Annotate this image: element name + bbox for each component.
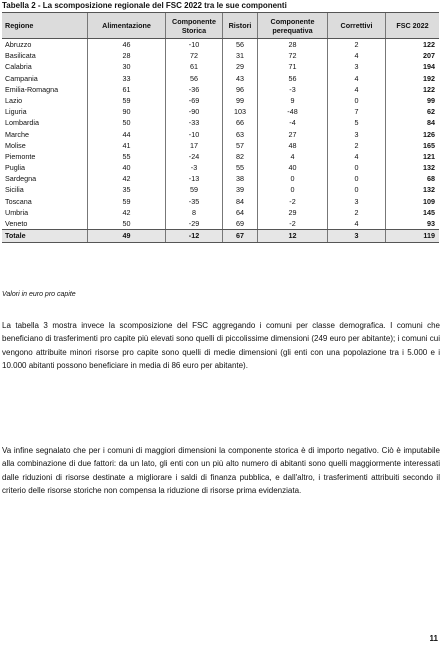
value-cell: 61 (87, 84, 165, 95)
region-cell: Toscana (5, 196, 32, 206)
value-cell: 35 (87, 184, 165, 195)
value-cell: 71 (257, 61, 327, 72)
value-cell: 132 (385, 162, 439, 173)
value-cell: 42 (87, 207, 165, 218)
value-cell: 27 (257, 129, 327, 140)
value-cell: 99 (385, 95, 439, 106)
value-cell: 194 (385, 61, 439, 72)
column-header: FSC 2022 (385, 13, 439, 38)
value-cell: 56 (165, 73, 222, 84)
value-cell: 41 (87, 140, 165, 151)
value-cell: 5 (327, 117, 385, 128)
value-cell: 33 (87, 73, 165, 84)
value-cell: 50 (87, 117, 165, 128)
value-cell: -2 (257, 218, 327, 229)
value-cell: 132 (385, 184, 439, 195)
value-cell: 40 (257, 162, 327, 173)
value-cell: 9 (257, 95, 327, 106)
region-cell: Piemonte (5, 151, 36, 161)
region-cell: Molise (5, 140, 26, 150)
value-cell: 2 (327, 140, 385, 151)
column-header: Ristori (222, 13, 257, 38)
table-row (2, 106, 439, 117)
value-cell: 56 (257, 73, 327, 84)
value-cell: 122 (385, 39, 439, 50)
region-cell: Marche (5, 129, 29, 139)
value-cell: 145 (385, 207, 439, 218)
value-cell: 3 (327, 61, 385, 72)
value-cell: 69 (222, 218, 257, 229)
value-cell: 31 (222, 50, 257, 61)
region-cell: Lazio (5, 95, 23, 105)
column-header: Componente perequativa (257, 13, 327, 38)
value-cell: 40 (87, 162, 165, 173)
value-cell: -90 (165, 106, 222, 117)
table-row (2, 73, 439, 84)
value-cell: 63 (222, 129, 257, 140)
value-cell: 38 (222, 173, 257, 184)
table-row (2, 117, 439, 128)
table-row (2, 140, 439, 151)
value-cell: 43 (222, 73, 257, 84)
column-header: Regione (5, 21, 34, 30)
table-row (2, 39, 439, 50)
table-row (2, 61, 439, 72)
table-note: Valori in euro pro capite (2, 291, 76, 298)
value-cell: 28 (87, 50, 165, 61)
total-value: 119 (385, 230, 439, 242)
value-cell: 0 (327, 173, 385, 184)
table-row (2, 162, 439, 173)
value-cell: 3 (327, 196, 385, 207)
value-cell: 30 (87, 61, 165, 72)
region-cell: Campania (5, 73, 38, 83)
table-body (2, 39, 439, 230)
value-cell: -29 (165, 218, 222, 229)
value-cell: 72 (257, 50, 327, 61)
table-row (2, 207, 439, 218)
value-cell: 0 (327, 162, 385, 173)
value-cell: 0 (257, 173, 327, 184)
value-cell: 68 (385, 173, 439, 184)
value-cell: 46 (87, 39, 165, 50)
value-cell: 96 (222, 84, 257, 95)
value-cell: 0 (257, 184, 327, 195)
region-cell: Calabria (5, 62, 32, 72)
page-number: 11 (429, 634, 438, 643)
value-cell: 4 (327, 151, 385, 162)
value-cell: -4 (257, 117, 327, 128)
value-cell: 4 (327, 73, 385, 84)
value-cell: 165 (385, 140, 439, 151)
value-cell: 93 (385, 218, 439, 229)
table-row (2, 184, 439, 195)
value-cell: -48 (257, 106, 327, 117)
table-title: Tabella 2 - La scomposizione regionale del FSC 2022 tra le sue componenti (2, 1, 287, 10)
value-cell: -35 (165, 196, 222, 207)
value-cell: 48 (257, 140, 327, 151)
region-cell: Abruzzo (5, 40, 32, 49)
value-cell: 99 (222, 95, 257, 106)
table-row (2, 84, 439, 95)
value-cell: 82 (222, 151, 257, 162)
value-cell: 207 (385, 50, 439, 61)
region-cell: Liguria (5, 107, 27, 117)
value-cell: 90 (87, 106, 165, 117)
value-cell: 29 (257, 207, 327, 218)
value-cell: 17 (165, 140, 222, 151)
total-label: Totale (5, 231, 26, 241)
table-row (2, 196, 439, 207)
value-cell: -33 (165, 117, 222, 128)
value-cell: 7 (327, 106, 385, 117)
value-cell: 192 (385, 73, 439, 84)
value-cell: 66 (222, 117, 257, 128)
value-cell: 0 (327, 184, 385, 195)
total-value: 12 (257, 230, 327, 242)
table-row (2, 151, 439, 162)
value-cell: -36 (165, 84, 222, 95)
value-cell: 84 (385, 117, 439, 128)
table-row (2, 173, 439, 184)
total-value: 67 (222, 230, 257, 242)
table-header (2, 12, 439, 39)
value-cell: 59 (87, 196, 165, 207)
table-row (2, 95, 439, 106)
value-cell: 62 (385, 106, 439, 117)
value-cell: -13 (165, 173, 222, 184)
value-cell: 84 (222, 196, 257, 207)
value-cell: 64 (222, 207, 257, 218)
total-value: -12 (165, 230, 222, 242)
column-header: Alimentazione (87, 13, 165, 38)
value-cell: 126 (385, 129, 439, 140)
total-value: 3 (327, 230, 385, 242)
value-cell: -10 (165, 129, 222, 140)
value-cell: -3 (165, 162, 222, 173)
value-cell: -69 (165, 95, 222, 106)
value-cell: 44 (87, 129, 165, 140)
value-cell: 57 (222, 140, 257, 151)
paragraph: Va infine segnalato che per i comuni di maggiori dimensioni la componente storica è di importo negativo. Ciò è imputabile alla combinazione di due fattori: da un lato, gli enti con un più alto numero di abitanti sono quelli maggiormente interessati dalle riduzioni di risorse destinate a migliorare i saldi di finanza pubblica, e dall'altro, i trasferimenti attribuiti secondo il criterio delle risorse storiche non compensa la riduzione di risorse prima evidenziata. (2, 446, 440, 495)
region-cell: Sardegna (5, 174, 37, 184)
table-row (2, 50, 439, 61)
value-cell: 28 (257, 39, 327, 50)
value-cell: 3 (327, 129, 385, 140)
region-cell: Lombardia (5, 118, 39, 128)
region-cell: Sicilia (5, 185, 24, 195)
value-cell: -3 (257, 84, 327, 95)
value-cell: 4 (327, 218, 385, 229)
value-cell: 4 (327, 84, 385, 95)
region-cell: Veneto (5, 219, 28, 228)
value-cell: 109 (385, 196, 439, 207)
total-value: 49 (87, 230, 165, 242)
value-cell: 4 (327, 50, 385, 61)
value-cell: 55 (222, 162, 257, 173)
value-cell: 2 (327, 39, 385, 50)
value-cell: -2 (257, 196, 327, 207)
paragraph: La tabella 3 mostra invece la scomposizione del FSC aggregando i comuni per classe demografica. I comuni che beneficiano di trasferimenti pro capite più elevati sono quelli di piccolissime dimensioni (249 euro per abitante); i comuni cui vengono attribuite minori risorse pro capite sono quelli di medie dimensioni (gli enti con una popolazione tra i 5.000 e i 10.000 abitanti possono beneficiare in media di 86 euro per abitante). (2, 321, 440, 370)
region-cell: Puglia (5, 163, 25, 173)
region-cell: Basilicata (5, 51, 36, 61)
table-row (2, 218, 439, 229)
table-row (2, 129, 439, 140)
value-cell: 4 (257, 151, 327, 162)
value-cell: 2 (327, 207, 385, 218)
column-header: Componente Storica (165, 13, 222, 38)
value-cell: 103 (222, 106, 257, 117)
value-cell: 50 (87, 218, 165, 229)
region-cell: Emilia-Romagna (5, 84, 59, 94)
value-cell: 55 (87, 151, 165, 162)
value-cell: -10 (165, 39, 222, 50)
column-header: Correttivi (327, 13, 385, 38)
value-cell: 59 (165, 184, 222, 195)
value-cell: 72 (165, 50, 222, 61)
value-cell: 0 (327, 95, 385, 106)
value-cell: 121 (385, 151, 439, 162)
region-cell: Umbria (5, 207, 29, 217)
value-cell: 8 (165, 207, 222, 218)
fsc-table (2, 12, 439, 243)
value-cell: 59 (87, 95, 165, 106)
value-cell: 42 (87, 173, 165, 184)
value-cell: -24 (165, 151, 222, 162)
value-cell: 29 (222, 61, 257, 72)
value-cell: 61 (165, 61, 222, 72)
table-total-row (2, 230, 439, 243)
value-cell: 122 (385, 84, 439, 95)
value-cell: 39 (222, 184, 257, 195)
value-cell: 56 (222, 39, 257, 50)
